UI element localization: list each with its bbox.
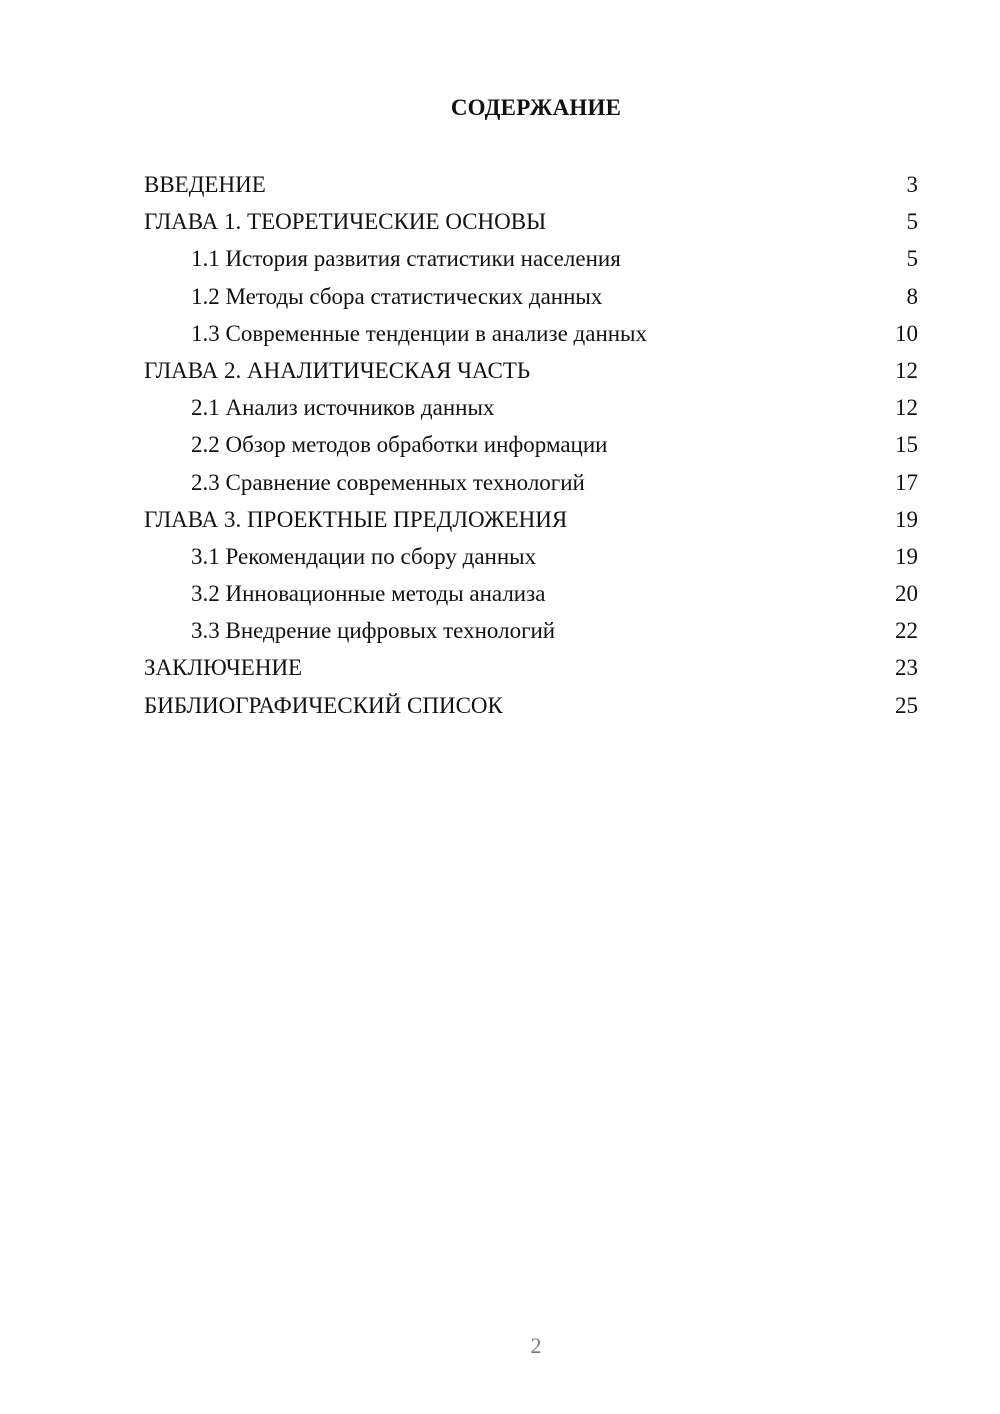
toc-entry-page: 5 [906, 209, 918, 235]
toc-entry-label: ГЛАВА 3. ПРОЕКТНЫЕ ПРЕДЛОЖЕНИЯ [144, 506, 568, 532]
toc-entry-chapter-2 [144, 352, 918, 389]
toc-entry-label: ВВЕДЕНИЕ [144, 172, 266, 197]
toc-entry-section-2-2 [144, 426, 918, 463]
toc-entry-label: 2.3 Сравнение современных технологий [191, 469, 585, 495]
toc-entry-section-2-1 [144, 389, 918, 426]
toc-entry-chapter-1 [144, 203, 918, 240]
toc-entry-page: 10 [895, 320, 918, 346]
toc-entry-page: 5 [906, 246, 918, 272]
toc-entry-page: 20 [895, 581, 918, 607]
toc-entry-section-2-3 [144, 464, 918, 501]
toc-entry-label: 3.2 Инновационные методы анализа [191, 581, 546, 607]
toc-entry-section-1-1 [144, 240, 918, 277]
toc-entry-section-3-3 [144, 612, 918, 649]
toc-entry-label: БИБЛИОГРАФИЧЕСКИЙ СПИСОК [144, 692, 503, 718]
toc-entry-page: 12 [895, 395, 918, 421]
toc-entry-page: 22 [895, 618, 918, 644]
toc-entry-introduction [144, 166, 918, 203]
toc-entry-section-3-2 [144, 575, 918, 612]
toc-entry-label: 2.2 Обзор методов обработки информации [191, 432, 608, 458]
toc-entry-label: 2.1 Анализ источников данных [191, 395, 495, 421]
toc-entry-page: 19 [895, 543, 918, 569]
toc-entry-label: 1.3 Современные тенденции в анализе данных [191, 320, 648, 346]
toc-entry-page: 15 [895, 432, 918, 458]
page-number: 2 [530, 1333, 542, 1358]
toc-entry-conclusion [144, 649, 918, 686]
toc-entry-section-3-1 [144, 538, 918, 575]
toc-entry-chapter-3 [144, 501, 918, 538]
toc-entry-label: 1.2 Методы сбора статистических данных [191, 283, 603, 309]
toc-entry-page: 3 [906, 172, 918, 197]
toc-entry-bibliography [144, 687, 918, 724]
toc-entry-label: 3.1 Рекомендации по сбору данных [191, 543, 537, 569]
toc-entry-page: 12 [895, 357, 918, 383]
toc-entry-section-1-2 [144, 278, 918, 315]
toc-entry-page: 23 [895, 655, 918, 681]
toc-entry-label: ГЛАВА 2. АНАЛИТИЧЕСКАЯ ЧАСТЬ [144, 357, 531, 383]
toc-entry-page: 25 [895, 692, 918, 718]
toc-entry-label: ГЛАВА 1. ТЕОРЕТИЧЕСКИЕ ОСНОВЫ [144, 209, 547, 235]
toc-entry-label: ЗАКЛЮЧЕНИЕ [144, 655, 303, 681]
table-of-contents [144, 166, 918, 724]
toc-entry-label: 1.1 История развития статистики населения [191, 246, 621, 272]
toc-entry-page: 8 [906, 283, 918, 309]
toc-entry-section-1-3 [144, 315, 918, 352]
toc-entry-page: 19 [895, 506, 918, 532]
toc-entry-page: 17 [895, 469, 918, 495]
toc-entry-label: 3.3 Внедрение цифровых технологий [191, 618, 556, 644]
page-title: СОДЕРЖАНИЕ [450, 95, 622, 120]
